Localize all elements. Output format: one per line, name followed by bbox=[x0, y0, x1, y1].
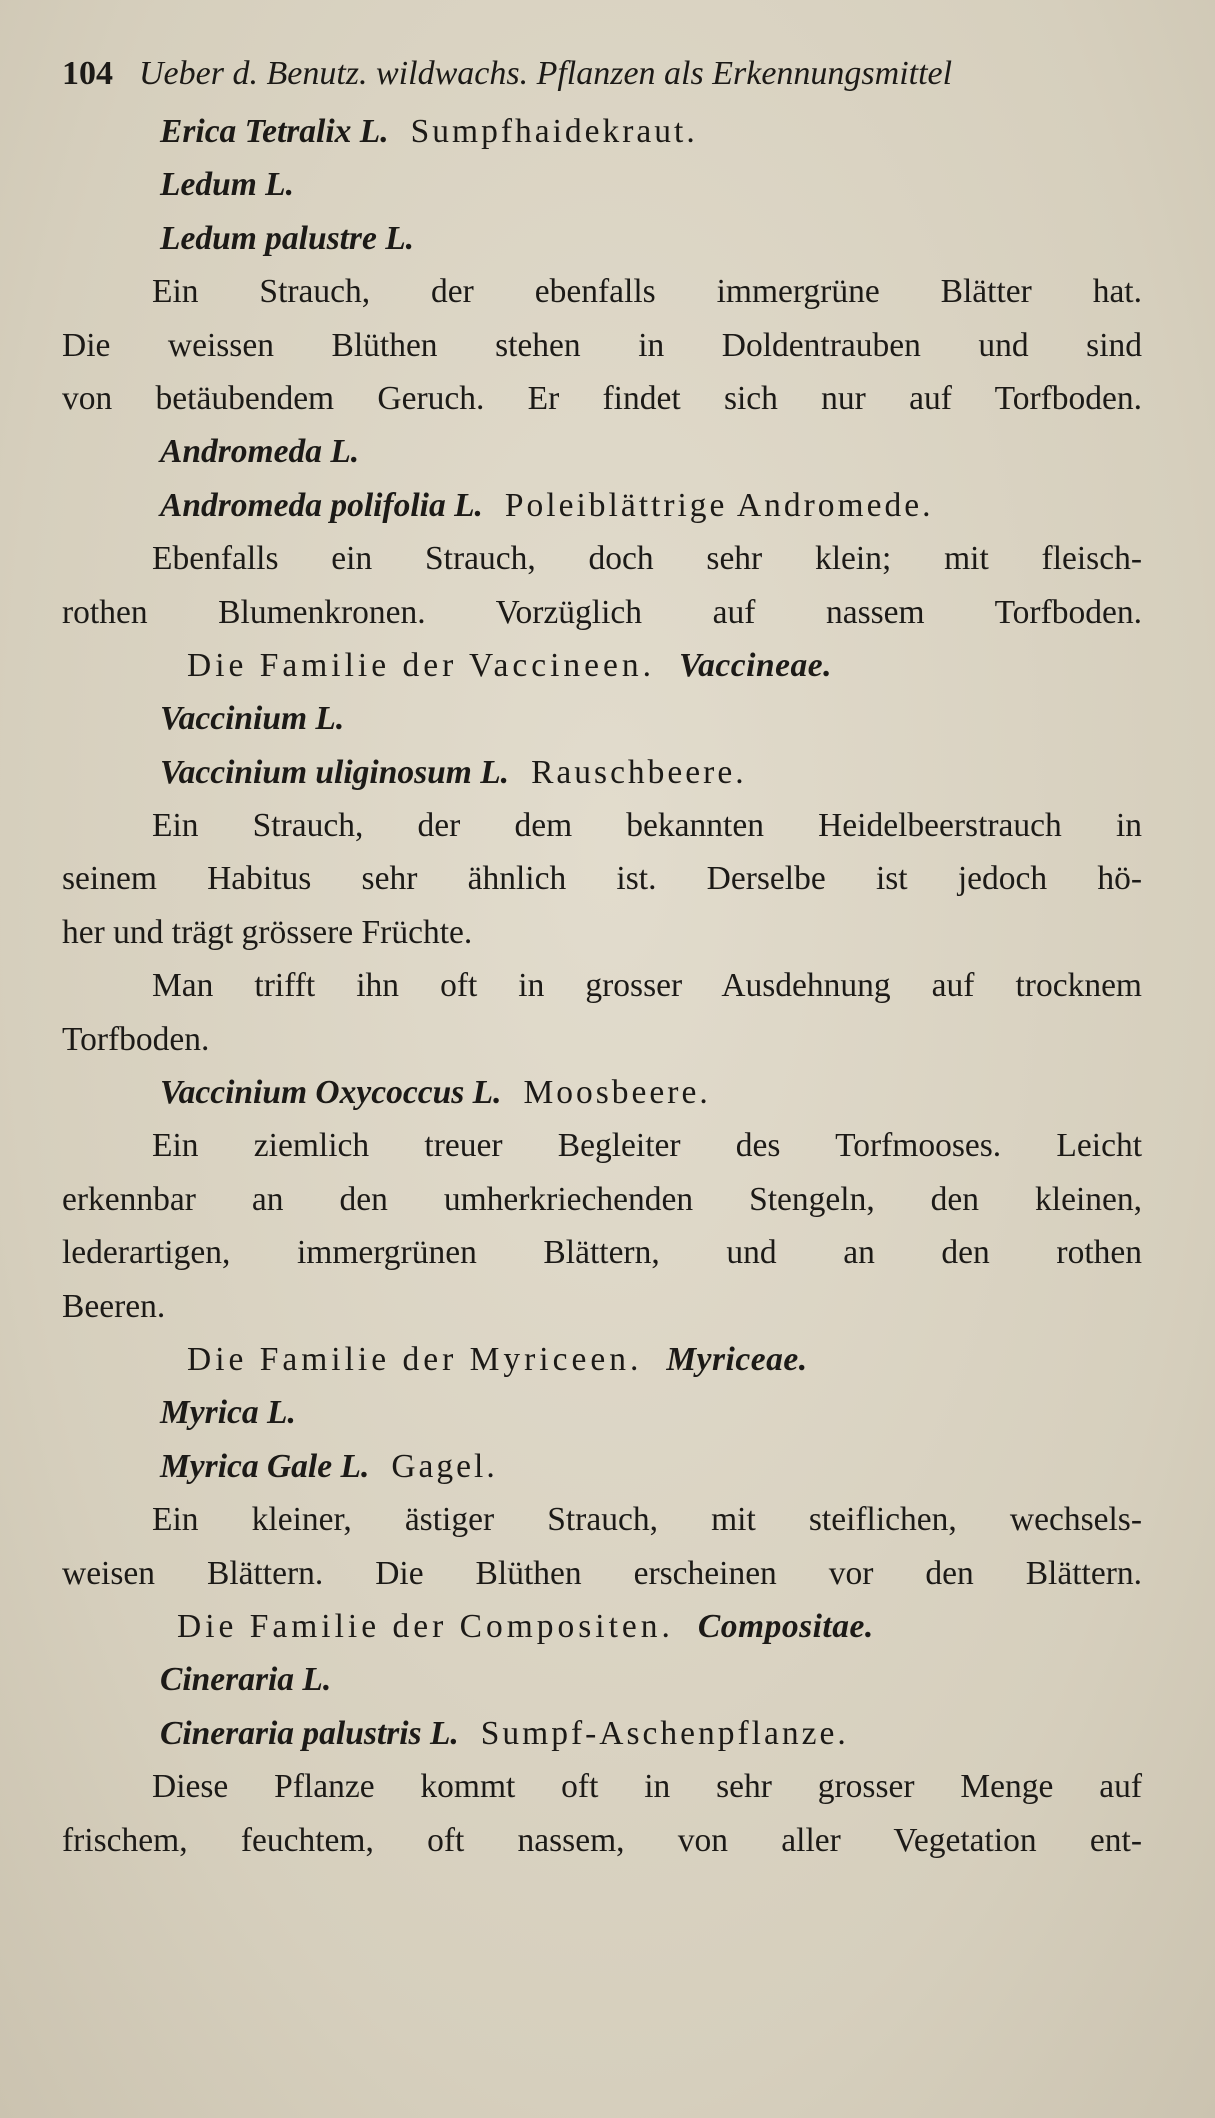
latin-name: Myrica Gale L. bbox=[160, 1447, 370, 1485]
family-heading bbox=[62, 646, 1142, 702]
species-entry bbox=[62, 1714, 1142, 1770]
text-line: her und trägt grössere Früchte. bbox=[62, 913, 473, 951]
species-entry bbox=[62, 1447, 1142, 1503]
text-line: Die weissen Blüthen stehen in Doldentrauben und sind bbox=[62, 326, 1142, 364]
family-latin: Vaccineae. bbox=[679, 646, 832, 684]
species-entry bbox=[62, 115, 1142, 168]
family-heading bbox=[62, 1607, 1142, 1663]
latin-name: Erica Tetralix L. bbox=[160, 113, 389, 150]
running-header bbox=[62, 55, 1142, 115]
text-line: seinem Habitus sehr ähnlich ist. Derselbe ist jedoch hö- bbox=[62, 860, 1142, 898]
genus-entry bbox=[62, 168, 1142, 221]
latin-name: Ledum palustre L. bbox=[160, 219, 415, 257]
genus-entry bbox=[62, 702, 1142, 755]
text-line: Diese Pflanze kommt oft in sehr grosser Menge auf bbox=[152, 1768, 1142, 1806]
text-line: von betäubendem Geruch. Er findet sich nur auf Torfboden. bbox=[62, 379, 1142, 417]
common-name: Sumpfhaidekraut. bbox=[410, 113, 698, 150]
family-name: Die Familie der Vaccineen. bbox=[187, 646, 656, 684]
page-number: 104 bbox=[62, 55, 113, 92]
text-line: Ebenfalls ein Strauch, doch sehr klein; mit fleisch- bbox=[152, 540, 1142, 578]
text-line: Man trifft ihn oft in grosser Ausdehnung auf trocknem bbox=[152, 967, 1142, 1005]
family-name: Die Familie der Myriceen. bbox=[187, 1340, 643, 1378]
text-line: lederartigen, immergrünen Blättern, und an den rothen bbox=[62, 1234, 1142, 1272]
text-line: Ein ziemlich treuer Begleiter des Torfmooses. Leicht bbox=[152, 1127, 1142, 1165]
text-line: erkennbar an den umherkriechenden Stengeln, den kleinen, bbox=[62, 1180, 1142, 1218]
genus-entry bbox=[62, 1396, 1142, 1449]
species-entry bbox=[62, 486, 1142, 542]
latin-name: Vaccinium Oxycoccus L. bbox=[160, 1074, 502, 1112]
latin-name: Ledum L. bbox=[160, 166, 294, 204]
common-name: Gagel. bbox=[391, 1447, 498, 1485]
running-title: Ueber d. Benutz. wildwachs. Pflanzen als Erkennungsmittel bbox=[139, 55, 953, 92]
text-line: weisen Blättern. Die Blüthen erscheinen vor den Blättern. bbox=[62, 1554, 1142, 1592]
latin-name: Andromeda polifolia L. bbox=[160, 486, 483, 524]
latin-name: Cineraria L. bbox=[160, 1661, 332, 1699]
text-line: Ein Strauch, der ebenfalls immergrüne Blätter hat. bbox=[152, 273, 1142, 311]
family-latin: Myriceae. bbox=[666, 1340, 808, 1378]
species-entry bbox=[62, 1076, 1142, 1129]
common-name: Poleiblättrige Andromede. bbox=[504, 486, 934, 524]
latin-name: Cineraria palustris L. bbox=[160, 1714, 459, 1752]
text-line: Torfboden. bbox=[62, 1020, 210, 1058]
text-line: frischem, feuchtem, oft nassem, von aller Vegetation ent- bbox=[62, 1821, 1142, 1859]
common-name: Sumpf-Aschenpflanze. bbox=[480, 1714, 849, 1752]
family-latin: Compositae. bbox=[697, 1607, 874, 1645]
latin-name: Andromeda L. bbox=[160, 433, 360, 471]
latin-name: Vaccinium L. bbox=[160, 700, 345, 738]
text-line: Ein Strauch, der dem bekannten Heidelbeerstrauch in bbox=[152, 807, 1142, 845]
text-line: Ein kleiner, ästiger Strauch, mit steiflichen, wechsels- bbox=[152, 1501, 1142, 1539]
common-name: Moosbeere. bbox=[523, 1074, 711, 1112]
book-page bbox=[62, 55, 1142, 1877]
text-line: Beeren. bbox=[62, 1287, 166, 1325]
latin-name: Vaccinium uliginosum L. bbox=[160, 753, 510, 791]
species-entry bbox=[62, 753, 1142, 809]
species-entry bbox=[62, 219, 1142, 275]
common-name: Rauschbeere. bbox=[531, 753, 747, 791]
text-line: rothen Blumenkronen. Vorzüglich auf nassem Torfboden. bbox=[62, 593, 1142, 631]
latin-name: Myrica L. bbox=[160, 1394, 296, 1432]
genus-entry bbox=[62, 1663, 1142, 1716]
family-heading bbox=[62, 1340, 1142, 1396]
genus-entry bbox=[62, 435, 1142, 488]
family-name: Die Familie der Compositen. bbox=[177, 1607, 674, 1645]
